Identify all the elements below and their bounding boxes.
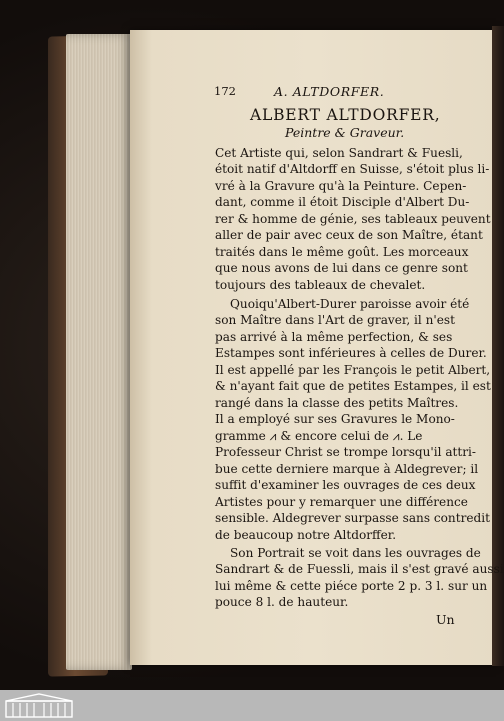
text-line: pas arrivé à la même perfection, & ses [215, 330, 453, 344]
text-line: & n'ayant fait que de petites Estampes, il est [215, 379, 491, 393]
text-line: de beaucoup notre Altdorffer. [215, 528, 397, 542]
text-line: suffit d'examiner les ouvrages de ces deux [215, 478, 476, 492]
text-line: Professeur Christ se trompe lorsqu'il attri- [215, 445, 476, 459]
text-line: que nous avons de lui dans ce genre sont [215, 261, 468, 275]
running-head: A. ALTDORFER. [274, 84, 385, 99]
text-line: traités dans le même goût. Les morceaux [215, 245, 469, 259]
catchword: Un [436, 612, 455, 627]
text-line: toujours des tableaux de chevalet. [215, 278, 426, 292]
text-line: son Maître dans l'Art de graver, il n'est [215, 313, 455, 327]
page-stack-edges [66, 34, 132, 670]
text-line: Sandrart & de Fuessli, mais il s'est gravé aussi [215, 562, 504, 576]
text-line: rer & homme de génie, ses tableaux peuvent [215, 212, 491, 226]
text-line: étoit natif d'Altdorff en Suisse, s'étoit plus li- [215, 162, 490, 176]
text-line: Il a employé sur ses Gravures le Mono- [215, 412, 455, 426]
text-line: aller de pair avec ceux de son Maître, étant [215, 228, 483, 242]
page-subtitle: Peintre & Graveur. [285, 125, 405, 140]
text-line: bue cette derniere marque à Aldegrever; il [215, 462, 479, 476]
text-line: lui même & cette piéce porte 2 p. 3 l. sur un [215, 579, 488, 593]
text-line: Il est appellé par les François le petit Albert, [215, 363, 491, 377]
text-line: vré à la Gravure qu'à la Peinture. Cepen- [215, 179, 467, 193]
viewer-footer-bar [0, 690, 504, 721]
text-line: Estampes sont inférieures à celles de Durer. [215, 346, 487, 360]
text-line: Quoiqu'Albert-Durer paroisse avoir été [230, 297, 470, 311]
text-line: Artistes pour y remarquer une différence [215, 495, 468, 509]
library-building-logo [4, 693, 74, 719]
text-line: Cet Artiste qui, selon Sandrart & Fuesli, [215, 146, 463, 160]
text-line: sensible. Aldegrever surpasse sans contredit [215, 511, 490, 525]
text-line: Son Portrait se voit dans les ouvrages de [230, 546, 481, 560]
text-line: pouce 8 l. de hauteur. [215, 595, 349, 609]
text-line: rangé dans la classe des petits Maîtres. [215, 396, 459, 410]
page-number: 172 [214, 84, 236, 98]
text-line: gramme ⩘ & encore celui de ⩘. Le [215, 429, 423, 443]
text-line: dant, comme il étoit Disciple d'Albert Du- [215, 195, 470, 209]
page-title: ALBERT ALTDORFER, [250, 106, 441, 124]
